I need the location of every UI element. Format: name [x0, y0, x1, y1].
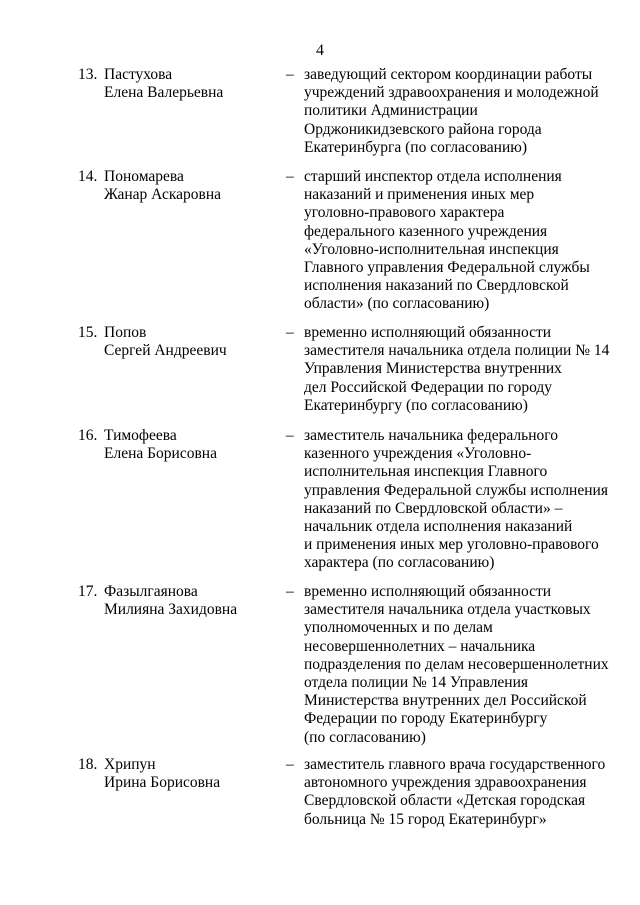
- desc-line: заведующий сектором координации работы: [304, 66, 593, 83]
- desc-line: уголовно-правового характера: [304, 204, 505, 222]
- desc-line: Екатеринбургу (по согласованию): [304, 396, 528, 414]
- desc-line: Главного управления Федеральной службы: [304, 259, 590, 277]
- desc-line: Управления Министерства внутренних: [304, 360, 562, 378]
- desc-line: исполнительная инспекция Главного: [304, 463, 548, 481]
- surname: Фазылгаянова: [104, 583, 198, 600]
- surname: Тимофеева: [104, 427, 177, 444]
- desc-line: федерального казенного учреждения: [304, 222, 548, 240]
- entry-number: 16.: [78, 427, 98, 444]
- given-names: Елена Борисовна: [104, 445, 217, 463]
- desc-line: области» (по согласованию): [304, 295, 490, 313]
- desc-line: Екатеринбурга (по согласованию): [304, 138, 527, 156]
- page-number: 4: [316, 42, 324, 59]
- desc-line: отдела полиции № 14 Управления: [304, 674, 529, 692]
- desc-line: несовершеннолетних – начальника: [304, 637, 536, 655]
- desc-line: казенного учреждения «Уголовно-: [304, 445, 532, 463]
- given-names: Жанар Аскаровна: [104, 186, 222, 204]
- given-names: Елена Валерьевна: [104, 84, 224, 102]
- person-name: [104, 756, 274, 792]
- desc-line: старший инспектор отдела исполнения: [304, 168, 562, 185]
- entry-number: 17.: [78, 583, 98, 600]
- desc-line: исполнения наказаний по Свердловской: [304, 277, 569, 295]
- dash-separator: –: [286, 427, 294, 444]
- surname: Пономарева: [104, 168, 184, 185]
- position-description: [304, 756, 604, 829]
- position-description: [304, 168, 604, 314]
- person-name: [104, 324, 274, 360]
- surname: Хрипун: [104, 756, 156, 773]
- desc-line: управления Федеральной службы исполнения: [304, 481, 608, 499]
- person-name: [104, 66, 274, 102]
- desc-line: Свердловской области «Детская городская: [304, 792, 586, 810]
- surname: Попов: [104, 324, 147, 341]
- desc-line: Министерства внутренних дел Российской: [304, 692, 587, 710]
- dash-separator: –: [286, 324, 294, 341]
- dash-separator: –: [286, 168, 294, 185]
- person-name: [104, 583, 274, 619]
- surname: Пастухова: [104, 66, 173, 83]
- given-names: Милияна Захидовна: [104, 601, 238, 619]
- desc-line: (по согласованию): [304, 728, 426, 746]
- position-description: [304, 324, 610, 415]
- desc-line: заместитель начальника федерального: [304, 427, 558, 444]
- desc-line: заместитель главного врача государственного: [304, 756, 606, 773]
- desc-line: заместителя начальника отдела участковых: [304, 601, 591, 619]
- dash-separator: –: [286, 583, 294, 600]
- dash-separator: –: [286, 756, 294, 773]
- desc-line: временно исполняющий обязанности: [304, 324, 552, 341]
- position-description: [304, 66, 604, 157]
- desc-line: дел Российской Федерации по городу: [304, 378, 553, 396]
- desc-line: заместителя начальника отдела полиции № 14: [304, 342, 610, 360]
- desc-line: и применения иных мер уголовно-правового: [304, 536, 599, 554]
- desc-line: подразделения по делам несовершеннолетних: [304, 655, 609, 673]
- desc-line: наказаний по Свердловской области» –: [304, 499, 563, 517]
- desc-line: начальник отдела исполнения наказаний: [304, 518, 573, 536]
- desc-line: учреждений здравоохранения и молодежной: [304, 84, 599, 102]
- given-names: Ирина Борисовна: [104, 774, 221, 792]
- desc-line: характера (по согласованию): [304, 554, 495, 572]
- entry-number: 13.: [78, 66, 98, 83]
- entry-number: 15.: [78, 324, 98, 341]
- desc-line: политики Администрации: [304, 102, 478, 120]
- entry-number: 18.: [78, 756, 98, 773]
- dash-separator: –: [286, 66, 294, 83]
- position-description: [304, 583, 609, 747]
- desc-line: уполномоченных и по делам: [304, 619, 493, 637]
- entry-number: 14.: [78, 168, 98, 185]
- desc-line: наказаний и применения иных мер: [304, 186, 535, 204]
- desc-line: больница № 15 город Екатеринбург»: [304, 810, 547, 828]
- desc-line: «Уголовно-исполнительная инспекция: [304, 240, 559, 258]
- desc-line: Федерации по городу Екатеринбургу: [304, 710, 548, 728]
- person-name: [104, 427, 274, 463]
- position-description: [304, 427, 608, 573]
- given-names: Сергей Андреевич: [104, 342, 227, 360]
- desc-line: автономного учреждения здравоохранения: [304, 774, 587, 792]
- desc-line: временно исполняющий обязанности: [304, 583, 552, 600]
- person-name: [104, 168, 274, 204]
- desc-line: Орджоникидзевского района города: [304, 120, 542, 138]
